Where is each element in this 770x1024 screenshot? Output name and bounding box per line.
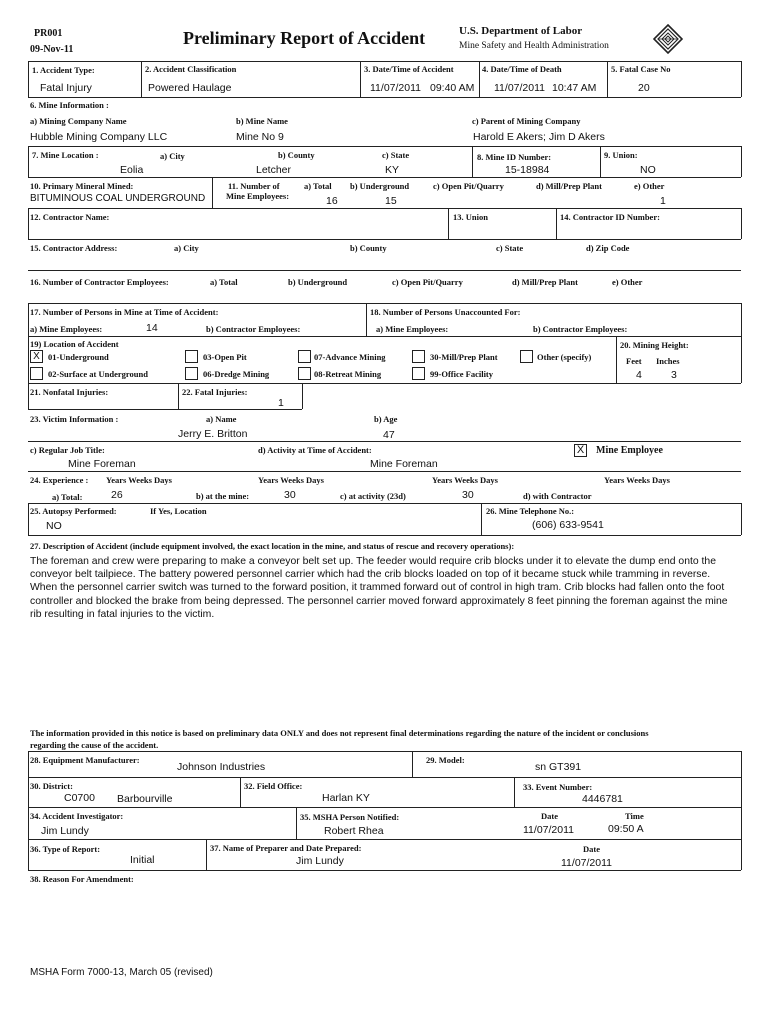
contractor-openpit-label: c) Open Pit/Quarry <box>392 277 463 287</box>
contractor-state-label: c) State <box>496 243 524 253</box>
location-other-label: Other (specify) <box>537 352 592 362</box>
report-date: 09-Nov-11 <box>30 44 74 55</box>
contractor-underground-label: b) Underground <box>288 277 348 287</box>
height-inches-value: 3 <box>671 369 677 381</box>
persons-unaccounted-label: 18. Number of Persons Unaccounted For: <box>370 307 521 317</box>
classification-value: Powered Haulage <box>148 82 232 94</box>
location-openpit-checkbox[interactable] <box>185 350 198 363</box>
classification-label: 2. Accident Classification <box>145 64 237 74</box>
location-retreat-checkbox[interactable] <box>298 367 311 380</box>
nonfatal-injuries-label: 21. Nonfatal Injuries: <box>30 387 109 397</box>
notified-date-label: Date <box>541 811 558 821</box>
location-mill-checkbox[interactable] <box>412 350 425 363</box>
employees-openpit-label: c) Open Pit/Quarry <box>433 181 504 191</box>
amendment-label: 38. Reason For Amendment: <box>30 874 134 884</box>
employees-other-label: e) Other <box>634 181 665 191</box>
notified-time-label: Time <box>625 811 644 821</box>
mine-employee-label: Mine Employee <box>596 445 663 456</box>
investigator-label: 34. Accident Investigator: <box>30 811 124 821</box>
contractor-total-label: a) Total <box>210 277 238 287</box>
location-advance-label: 07-Advance Mining <box>314 352 386 362</box>
parent-company-value: Harold E Akers; Jim D Akers <box>473 131 605 143</box>
autopsy-label: 25. Autopsy Performed: <box>30 506 117 516</box>
location-advance-checkbox[interactable] <box>298 350 311 363</box>
persons-mine-employees-label: a) Mine Employees: <box>30 324 103 334</box>
mine-phone-label: 26. Mine Telephone No.: <box>486 506 575 516</box>
mine-id-value: 15-18984 <box>505 164 550 176</box>
agency-name: U.S. Department of Labor <box>459 25 583 37</box>
accident-time-value: 09:40 AM <box>430 82 475 94</box>
location-surface-checkbox[interactable] <box>30 367 43 380</box>
notified-date-value: 11/07/2011 <box>523 824 574 836</box>
location-surface-label: 02-Surface at Underground <box>48 369 148 379</box>
autopsy-location-label: If Yes, Location <box>150 506 207 516</box>
location-office-checkbox[interactable] <box>412 367 425 380</box>
report-type-value: Initial <box>130 854 155 866</box>
experience-ywd-4: Years Weeks Days <box>604 475 670 485</box>
activity-value: Mine Foreman <box>370 458 438 470</box>
city-label: a) City <box>160 151 185 161</box>
employees-mill-label: d) Mill/Prep Plant <box>536 181 602 191</box>
preparer-value: Jim Lundy <box>296 855 344 867</box>
height-feet-label: Feet <box>626 356 642 366</box>
death-time-value: 10:47 AM <box>552 82 597 94</box>
mine-id-label: 8. Mine ID Number: <box>477 152 552 162</box>
employees-underground-value: 15 <box>385 195 397 207</box>
contractor-county-label: b) County <box>350 243 387 253</box>
location-other-checkbox[interactable] <box>520 350 533 363</box>
parent-company-label: c) Parent of Mining Company <box>472 116 581 126</box>
location-mill-label: 30-Mill/Prep Plant <box>430 352 498 362</box>
job-title-label: c) Regular Job Title: <box>30 445 105 455</box>
description-label: 27. Description of Accident (include equipment involved, the exact location in the mine, and status of rescue and recovery operations): <box>30 541 515 551</box>
victim-age-label: b) Age <box>374 414 398 424</box>
city-value: Eolia <box>120 164 144 176</box>
mine-employees-label-line2: Mine Employees: <box>226 191 290 201</box>
experience-total-label: a) Total: <box>52 492 83 502</box>
primary-mineral-label: 10. Primary Mineral Mined: <box>30 181 134 191</box>
death-datetime-label: 4. Date/Time of Death <box>482 64 562 74</box>
form-footer: MSHA Form 7000-13, March 05 (revised) <box>30 967 213 978</box>
contractor-mill-label: d) Mill/Prep Plant <box>512 277 578 287</box>
experience-total-value: 26 <box>111 489 123 501</box>
experience-at-mine-label: b) at the mine: <box>196 491 250 501</box>
fatal-case-value: 20 <box>638 82 650 94</box>
experience-ywd-3: Years Weeks Days <box>432 475 498 485</box>
location-retreat-label: 08-Retreat Mining <box>314 369 382 379</box>
preparer-label: 37. Name of Preparer and Date Prepared: <box>210 843 362 853</box>
mine-phone-value: (606) 633-9541 <box>532 519 604 531</box>
contractor-address-label: 15. Contractor Address: <box>30 243 118 253</box>
district-label: 30. District: <box>30 781 73 791</box>
employees-total-label: a) Total <box>304 181 332 191</box>
company-name-label: a) Mining Company Name <box>30 116 127 126</box>
mine-location-label: 7. Mine Location : <box>32 150 99 160</box>
prepared-date-value: 11/07/2011 <box>561 857 612 869</box>
location-dredge-checkbox[interactable] <box>185 367 198 380</box>
state-label: c) State <box>382 150 410 160</box>
fatal-injuries-label: 22. Fatal Injuries: <box>182 387 248 397</box>
victim-name-value: Jerry E. Britton <box>178 428 248 440</box>
location-underground-label: 01-Underground <box>48 352 109 362</box>
fatal-case-label: 5. Fatal Case No <box>611 64 671 74</box>
company-name-value: Hubble Mining Company LLC <box>30 131 168 143</box>
job-title-value: Mine Foreman <box>68 458 136 470</box>
contractor-zip-label: d) Zip Code <box>586 243 630 253</box>
unaccounted-contractor-employees-label: b) Contractor Employees: <box>533 324 628 334</box>
activity-label: d) Activity at Time of Accident: <box>258 445 372 455</box>
experience-at-activity-label: c) at activity (23d) <box>340 491 406 501</box>
experience-ywd-2: Years Weeks Days <box>258 475 324 485</box>
union-value: NO <box>640 164 656 176</box>
contractor-employees-label: 16. Number of Contractor Employees: <box>30 277 169 287</box>
contractor-id-label: 14. Contractor ID Number: <box>560 212 660 222</box>
persons-mine-employees-value: 14 <box>146 322 158 334</box>
accident-date-value: 11/07/2011 <box>370 82 421 94</box>
county-value: Letcher <box>256 164 292 176</box>
autopsy-value: NO <box>46 520 62 532</box>
state-value: KY <box>385 164 400 176</box>
equipment-manufacturer-value: Johnson Industries <box>177 761 266 773</box>
investigator-value: Jim Lundy <box>41 825 89 837</box>
mine-employee-checkbox[interactable]: X <box>574 444 587 457</box>
height-inches-label: Inches <box>656 356 680 366</box>
msha-logo-icon <box>653 24 683 54</box>
prepared-date-label: Date <box>583 844 600 854</box>
county-label: b) County <box>278 150 315 160</box>
contractor-name-label: 12. Contractor Name: <box>30 212 110 222</box>
persons-contractor-employees-label: b) Contractor Employees: <box>206 324 301 334</box>
fatal-injuries-value: 1 <box>278 397 284 409</box>
location-openpit-label: 03-Open Pit <box>203 352 247 362</box>
accident-datetime-label: 3. Date/Time of Accident <box>364 64 454 74</box>
unaccounted-mine-employees-label: a) Mine Employees: <box>376 324 449 334</box>
notified-time-value: 09:50 A <box>608 823 644 835</box>
event-number-label: 33. Event Number: <box>523 782 593 792</box>
field-office-value: Harlan KY <box>322 792 370 804</box>
location-underground-checkbox[interactable]: X <box>30 350 43 363</box>
victim-name-label: a) Name <box>206 414 237 424</box>
experience-ywd-1: Years Weeks Days <box>106 475 172 485</box>
experience-at-mine-value: 30 <box>284 489 296 501</box>
field-office-label: 32. Field Office: <box>244 781 303 791</box>
mine-name-value: Mine No 9 <box>236 131 284 143</box>
form-code: PR001 <box>34 28 63 39</box>
accident-type-value: Fatal Injury <box>40 82 92 94</box>
msha-notified-label: 35. MSHA Person Notified: <box>300 812 400 822</box>
location-dredge-label: 06-Dredge Mining <box>203 369 270 379</box>
msha-notified-value: Robert Rhea <box>324 825 384 837</box>
equipment-manufacturer-label: 28. Equipment Manufacturer: <box>30 755 140 765</box>
mine-info-section-label: 6. Mine Information : <box>30 100 109 110</box>
contractor-other-label: e) Other <box>612 277 643 287</box>
equipment-model-label: 29. Model: <box>426 755 465 765</box>
experience-at-activity-value: 30 <box>462 489 474 501</box>
contractor-union-label: 13. Union <box>453 212 488 222</box>
district-code-value: C0700 <box>64 792 95 804</box>
height-feet-value: 4 <box>636 369 642 381</box>
victim-info-label: 23. Victim Information : <box>30 414 119 424</box>
page-title: Preliminary Report of Accident <box>183 28 426 48</box>
disclaimer-text: The information provided in this notice is based on preliminary data ONLY and does not represent final determinations regarding the nature of the incident or conclusions regarding the cause of the accident. <box>30 728 649 750</box>
location-office-label: 99-Office Facility <box>430 369 494 379</box>
experience-label: 24. Experience : <box>30 475 89 485</box>
contractor-city-label: a) City <box>174 243 199 253</box>
district-name-value: Barbourville <box>117 793 173 805</box>
union-label: 9. Union: <box>604 150 638 160</box>
mine-name-label: b) Mine Name <box>236 116 288 126</box>
death-date-value: 11/07/2011 <box>494 82 545 94</box>
equipment-model-value: sn GT391 <box>535 761 582 773</box>
employees-other-value: 1 <box>660 195 666 207</box>
sub-agency-name: Mine Safety and Health Administration <box>459 41 609 51</box>
victim-age-value: 47 <box>383 429 395 441</box>
description-text: The foreman and crew were preparing to make a conveyor belt set up. The feeder would require crib blocks under it to elevate the dump end onto the conveyor belt tailpiece. The battery powered personnel carrier which had the crib blocks loaded on top of it became stuck while tramming in reverse. When the personnel carrier switch was turned to the forward position, it trammed forward out of control in high tram. Crib blocks had fallen onto the foot controller and blocked the brake from being depressed. The personnel carrier moved forward approximately 8 feet pinning the foreman against the mine rib resulting in fatal injuries to the victim. <box>30 556 728 620</box>
experience-contractor-label: d) with Contractor <box>523 491 592 501</box>
accident-location-label: 19) Location of Accident <box>30 339 119 349</box>
accident-type-label: 1. Accident Type: <box>32 65 95 75</box>
event-number-value: 4446781 <box>582 793 623 805</box>
mine-employees-label-line1: 11. Number of <box>228 181 280 191</box>
mining-height-label: 20. Mining Height: <box>620 340 689 350</box>
primary-mineral-value: BITUMINOUS COAL UNDERGROUND <box>30 193 206 204</box>
employees-total-value: 16 <box>326 195 338 207</box>
report-type-label: 36. Type of Report: <box>30 844 101 854</box>
persons-in-mine-label: 17. Number of Persons in Mine at Time of Accident: <box>30 307 219 317</box>
employees-underground-label: b) Underground <box>350 181 410 191</box>
